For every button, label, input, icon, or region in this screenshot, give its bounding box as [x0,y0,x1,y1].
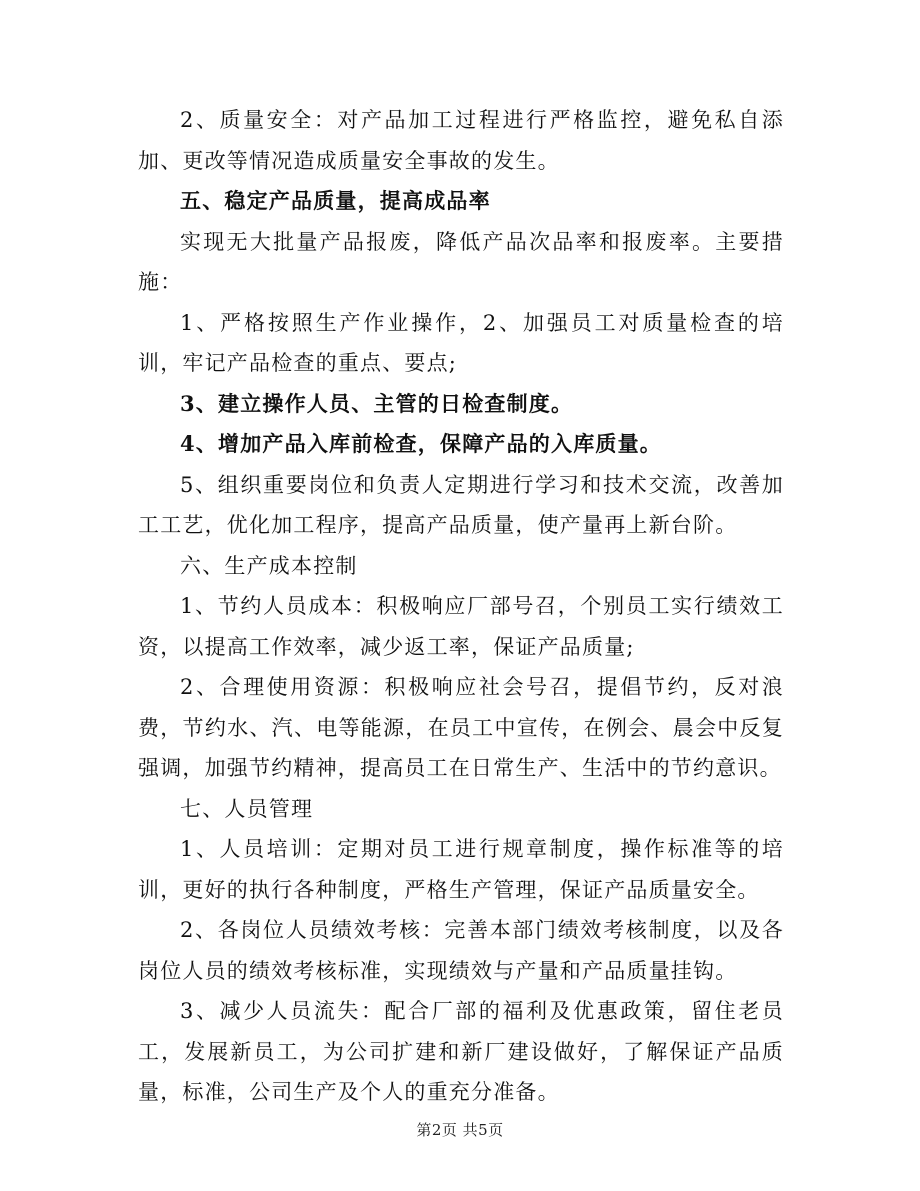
paragraph-performance-review: 2、各岗位人员绩效考核：完善本部门绩效考核制度，以及各岗位人员的绩效考核标准，实现绩效与产量和产品质量挂钩。 [138,918,784,983]
section-heading-stabilize-quality: 五、稳定产品质量，提高成品率 [180,189,491,213]
paragraph-measure-3: 3、建立操作人员、主管的日检查制度。 [180,390,574,416]
paragraph-resource-use: 2、合理使用资源：积极响应社会号召，提倡节约，反对浪费，节约水、汽、电等能源，在员工中宣传，在例会、晨会中反复强调，加强节约精神，提高员工在日常生产、生活中的节约意识。 [138,675,784,780]
paragraph-retention: 3、减少人员流失：配合厂部的福利及优惠政策，留住老员工，发展新员工，为公司扩建和新厂建设做好，了解保证产品质量，标准，公司生产及个人的重充分准备。 [138,999,784,1104]
section-heading-personnel: 七、人员管理 [180,796,314,821]
page-number-footer: 第2页 共5页 [416,1121,504,1139]
paragraph-measure-1-2: 1、严格按照生产作业操作，2、加强员工对质量检查的培训，牢记产品检查的重点、要点; [138,310,784,375]
paragraph-quality-safety: 2、质量安全：对产品加工过程进行严格监控，避免私自添加、更改等情况造成质量安全事故的发生。 [138,108,784,173]
paragraph-measure-4: 4、增加产品入库前检查，保障产品的入库质量。 [180,431,663,456]
paragraph-training: 1、人员培训：定期对员工进行规章制度，操作标准等的培训，更好的执行各种制度，严格生产管理，保证产品质量安全。 [138,837,784,902]
paragraph-measure-5: 5、组织重要岗位和负责人定期进行学习和技术交流，改善加工工艺，优化加工程序，提高产品质量，使产量再上新台阶。 [138,472,784,537]
paragraph-labor-cost: 1、节约人员成本：积极响应厂部号召，个别员工实行绩效工资，以提高工作效率，减少返工率，保证产品质量; [138,594,784,659]
document-body [138,100,784,1113]
paragraph-reduce-scrap: 实现无大批量产品报废，降低产品次品率和报废率。主要措施： [138,229,784,294]
section-heading-cost-control: 六、生产成本控制 [180,553,358,578]
